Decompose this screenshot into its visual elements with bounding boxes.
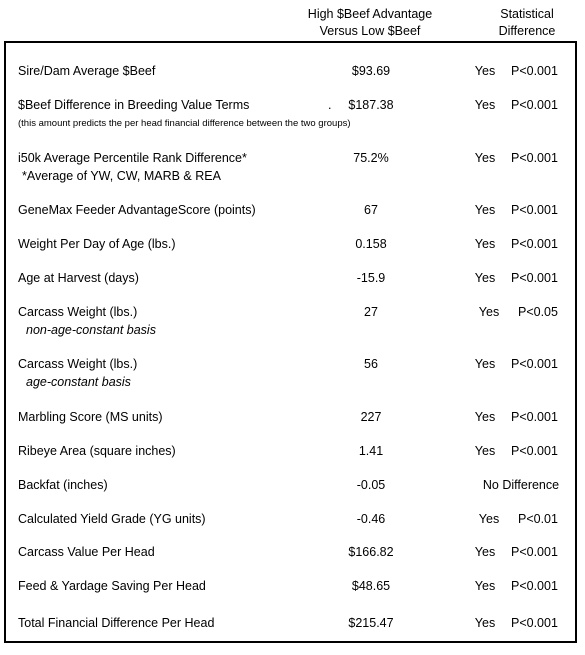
row-label: Carcass Weight (lbs.) <box>18 305 138 319</box>
column-header-advantage-line1: High $Beef Advantage <box>307 7 433 21</box>
table-row <box>6 356 575 396</box>
row-value: -0.46 <box>356 512 386 526</box>
row-p-value: P<0.001 <box>511 98 558 112</box>
row-subnote: non-age-constant basis <box>26 323 156 337</box>
row-p-value: P<0.001 <box>511 64 558 78</box>
row-significant: Yes <box>474 151 496 165</box>
row-value: 227 <box>360 410 382 424</box>
row-label: Feed & Yardage Saving Per Head <box>18 579 206 593</box>
row-p-value: P<0.001 <box>511 410 558 424</box>
row-label: Carcass Weight (lbs.) <box>18 357 138 371</box>
row-subnote: age-constant basis <box>26 375 131 389</box>
row-p-value: P<0.001 <box>511 579 558 593</box>
row-value: $93.69 <box>351 64 391 78</box>
row-label: $Beef Difference in Breeding Value Terms <box>18 98 250 112</box>
row-value: -15.9 <box>356 271 386 285</box>
row-significant: Yes <box>474 579 496 593</box>
row-p-value: P<0.001 <box>511 616 558 630</box>
column-header-significance <box>478 6 576 40</box>
table-row <box>6 304 575 344</box>
row-label: Weight Per Day of Age (lbs.) <box>18 237 176 251</box>
row-value: 0.158 <box>355 237 387 251</box>
table-header <box>0 0 585 42</box>
row-p-value: P<0.001 <box>511 444 558 458</box>
column-header-significance-line1: Statistical <box>500 7 554 21</box>
row-significant: Yes <box>474 271 496 285</box>
row-significant: Yes <box>474 545 496 559</box>
row-value: $187.38 <box>348 98 394 112</box>
row-p-value: P<0.05 <box>518 305 558 319</box>
row-value: 1.41 <box>358 444 384 458</box>
row-p-value: P<0.001 <box>511 203 558 217</box>
column-header-significance-line2: Difference <box>498 24 556 38</box>
row-value: $166.82 <box>348 545 394 559</box>
row-value: 75.2% <box>353 151 389 165</box>
row-label: Age at Harvest (days) <box>18 271 139 285</box>
row-label: Calculated Yield Grade (YG units) <box>18 512 206 526</box>
row-significant: Yes <box>474 616 496 630</box>
row-value: 67 <box>364 203 378 217</box>
results-table <box>4 41 577 643</box>
row-value: -0.05 <box>356 478 386 492</box>
row-subnote: *Average of YW, CW, MARB & REA <box>22 169 221 183</box>
row-p-value: P<0.01 <box>518 512 558 526</box>
row-significant: Yes <box>474 98 496 112</box>
row-label: Sire/Dam Average $Beef <box>18 64 156 78</box>
row-significant: Yes <box>474 64 496 78</box>
row-p-value: P<0.001 <box>511 271 558 285</box>
row-significant: Yes <box>474 410 496 424</box>
row-significant: Yes <box>474 203 496 217</box>
table-row <box>6 578 575 618</box>
row-no-difference: No Difference <box>482 478 560 492</box>
row-value: $48.65 <box>351 579 391 593</box>
row-label: i50k Average Percentile Rank Difference* <box>18 151 247 165</box>
row-note: (this amount predicts the per head financial difference between the two groups) <box>18 118 351 129</box>
column-header-advantage <box>285 6 455 40</box>
row-label: Ribeye Area (square inches) <box>18 444 176 458</box>
row-label: Backfat (inches) <box>18 478 108 492</box>
row-label: Marbling Score (MS units) <box>18 410 163 424</box>
table-row <box>6 97 575 137</box>
row-p-value: P<0.001 <box>511 357 558 371</box>
row-value: $215.47 <box>348 616 394 630</box>
table-row <box>6 150 575 190</box>
row-significant: Yes <box>474 444 496 458</box>
row-p-value: P<0.001 <box>511 151 558 165</box>
row-significant: Yes <box>474 237 496 251</box>
row-p-value: P<0.001 <box>511 545 558 559</box>
row-label: Carcass Value Per Head <box>18 545 155 559</box>
row-label: GeneMax Feeder AdvantageScore (points) <box>18 203 256 217</box>
table-row <box>6 615 575 655</box>
row-mark: . <box>328 98 332 112</box>
column-header-advantage-line2: Versus Low $Beef <box>319 24 421 38</box>
row-value: 56 <box>364 357 378 371</box>
row-p-value: P<0.001 <box>511 237 558 251</box>
row-label: Total Financial Difference Per Head <box>18 616 215 630</box>
row-significant: Yes <box>478 512 500 526</box>
row-significant: Yes <box>474 357 496 371</box>
row-significant: Yes <box>478 305 500 319</box>
row-value: 27 <box>364 305 378 319</box>
